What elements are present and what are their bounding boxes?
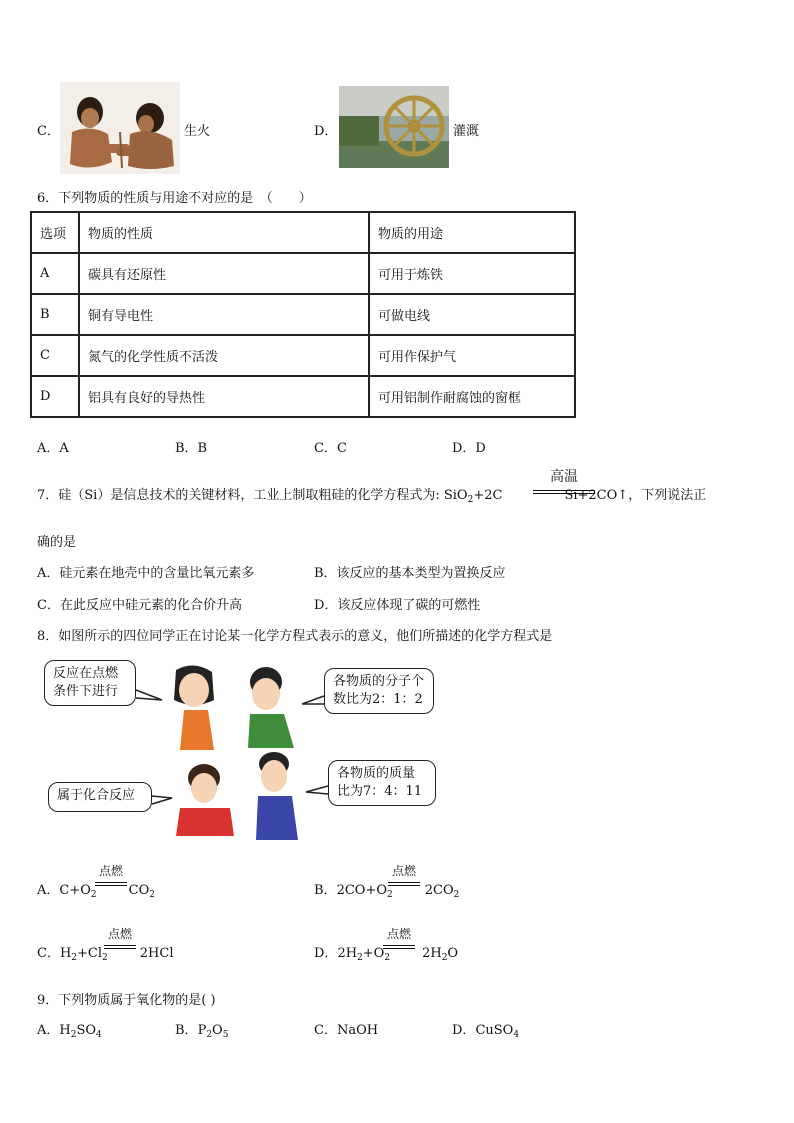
students-illustration: [44, 660, 444, 850]
equals-sign: [95, 882, 127, 886]
table-row: [31, 376, 575, 417]
table-header-row: [31, 212, 575, 253]
q8-option-d: D．$2H_2+O_2$ $2H_2O$: [314, 946, 459, 963]
q9-option-b: B．$P_2O_5$: [175, 1023, 229, 1040]
q6-option-c: C．C: [314, 441, 347, 456]
table-cell: 铜有导电性: [79, 294, 369, 335]
q8-option-b: B．$2CO+O_2$ $2CO_2$: [314, 883, 460, 900]
q6-option-a: A．A: [37, 441, 69, 456]
q7-option-c: C．在此反应中硅元素的化合价升高: [37, 598, 242, 613]
q5-option-c-label: C．: [37, 124, 60, 139]
table-row: [31, 253, 575, 294]
q8-cartoon: [44, 660, 444, 850]
table-cell: D: [31, 376, 79, 417]
q6-option-d: D．D: [452, 441, 486, 456]
q7-condition: 高温: [550, 469, 578, 485]
q8-option-b-condition: 点燃: [391, 864, 416, 878]
cavemen-fire-image: [60, 82, 180, 174]
table-cell: 可做电线: [369, 294, 575, 335]
table-cell: 氮气的化学性质不活泼: [79, 335, 369, 376]
table-row: [31, 294, 575, 335]
speech-bubble-ignition: 反应在点燃条件下进行: [44, 660, 136, 706]
waterwheel-image: [339, 86, 449, 168]
table-cell: 可用铝制作耐腐蚀的窗框: [369, 376, 575, 417]
q8-option-a: A．$C+O_2$ $CO_2$: [37, 883, 155, 900]
table-cell: B: [31, 294, 79, 335]
q7-equals-sign: [533, 490, 595, 494]
q7-option-a: A．硅元素在地壳中的含量比氧元素多: [37, 566, 255, 581]
table-row: [31, 335, 575, 376]
table-cell: 铝具有良好的导热性: [79, 376, 369, 417]
table-cell: 碳具有还原性: [79, 253, 369, 294]
q8-option-c-condition: 点燃: [107, 927, 132, 941]
q8-option-a-condition: 点燃: [98, 864, 123, 878]
header-cell: 物质的性质: [79, 212, 369, 253]
q8-option-c: C．$H_2+Cl_2$ 2HCl: [37, 946, 174, 963]
q7-option-d: D．该反应体现了碳的可燃性: [314, 598, 481, 613]
speech-bubble-molecule-ratio: 各物质的分子个数比为2：1：2: [324, 668, 434, 714]
q7-eq-right: Si+2CO↑: [564, 488, 629, 503]
equals-sign: [388, 882, 420, 886]
equals-sign: [104, 945, 136, 949]
equals-sign: [383, 945, 415, 949]
q9-stem: 9．下列物质属于氧化物的是( ): [37, 993, 216, 1008]
q7-stem-part1: 7．硅（Si）是信息技术的关键材料，工业上制取粗硅的化学方程式为:: [37, 488, 444, 503]
table-cell: 可用作保护气: [369, 335, 575, 376]
q7-option-b: B．该反应的基本类型为置换反应: [314, 566, 506, 581]
q6-option-b: B．B: [175, 441, 208, 456]
q8-stem: 8．如图所示的四位同学正在讨论某一化学方程式表示的意义，他们所描述的化学方程式是: [37, 629, 553, 644]
q5-option-d-label: D．: [314, 124, 338, 139]
table-cell: A: [31, 253, 79, 294]
q6-stem: 6．下列物质的性质与用途不对应的是 （ ）: [37, 191, 312, 206]
q5-option-c-text: 生火: [184, 124, 211, 139]
q9-option-d: D．CuSO$_4$: [452, 1023, 520, 1040]
q7-eq-left: SiO$_2$+2C: [443, 488, 503, 505]
header-cell: 选项: [31, 212, 79, 253]
q7-stem-line1: [37, 484, 706, 505]
q8-option-d-condition: 点燃: [386, 927, 411, 941]
table-cell: 可用于炼铁: [369, 253, 575, 294]
speech-bubble-combination: 属于化合反应: [48, 782, 152, 812]
q7-stem-line2: 确的是: [37, 535, 77, 550]
q6-table: [30, 211, 576, 418]
q9-option-c: C．NaOH: [314, 1023, 379, 1038]
q5-option-d-text: 灌溉: [453, 124, 480, 139]
speech-bubble-mass-ratio: 各物质的质量比为7：4：11: [328, 760, 436, 806]
q7-stem-part2: ，下列说法正: [628, 488, 707, 503]
table-cell: C: [31, 335, 79, 376]
header-cell: 物质的用途: [369, 212, 575, 253]
q9-option-a: A．$H_2SO_4$: [37, 1023, 102, 1040]
